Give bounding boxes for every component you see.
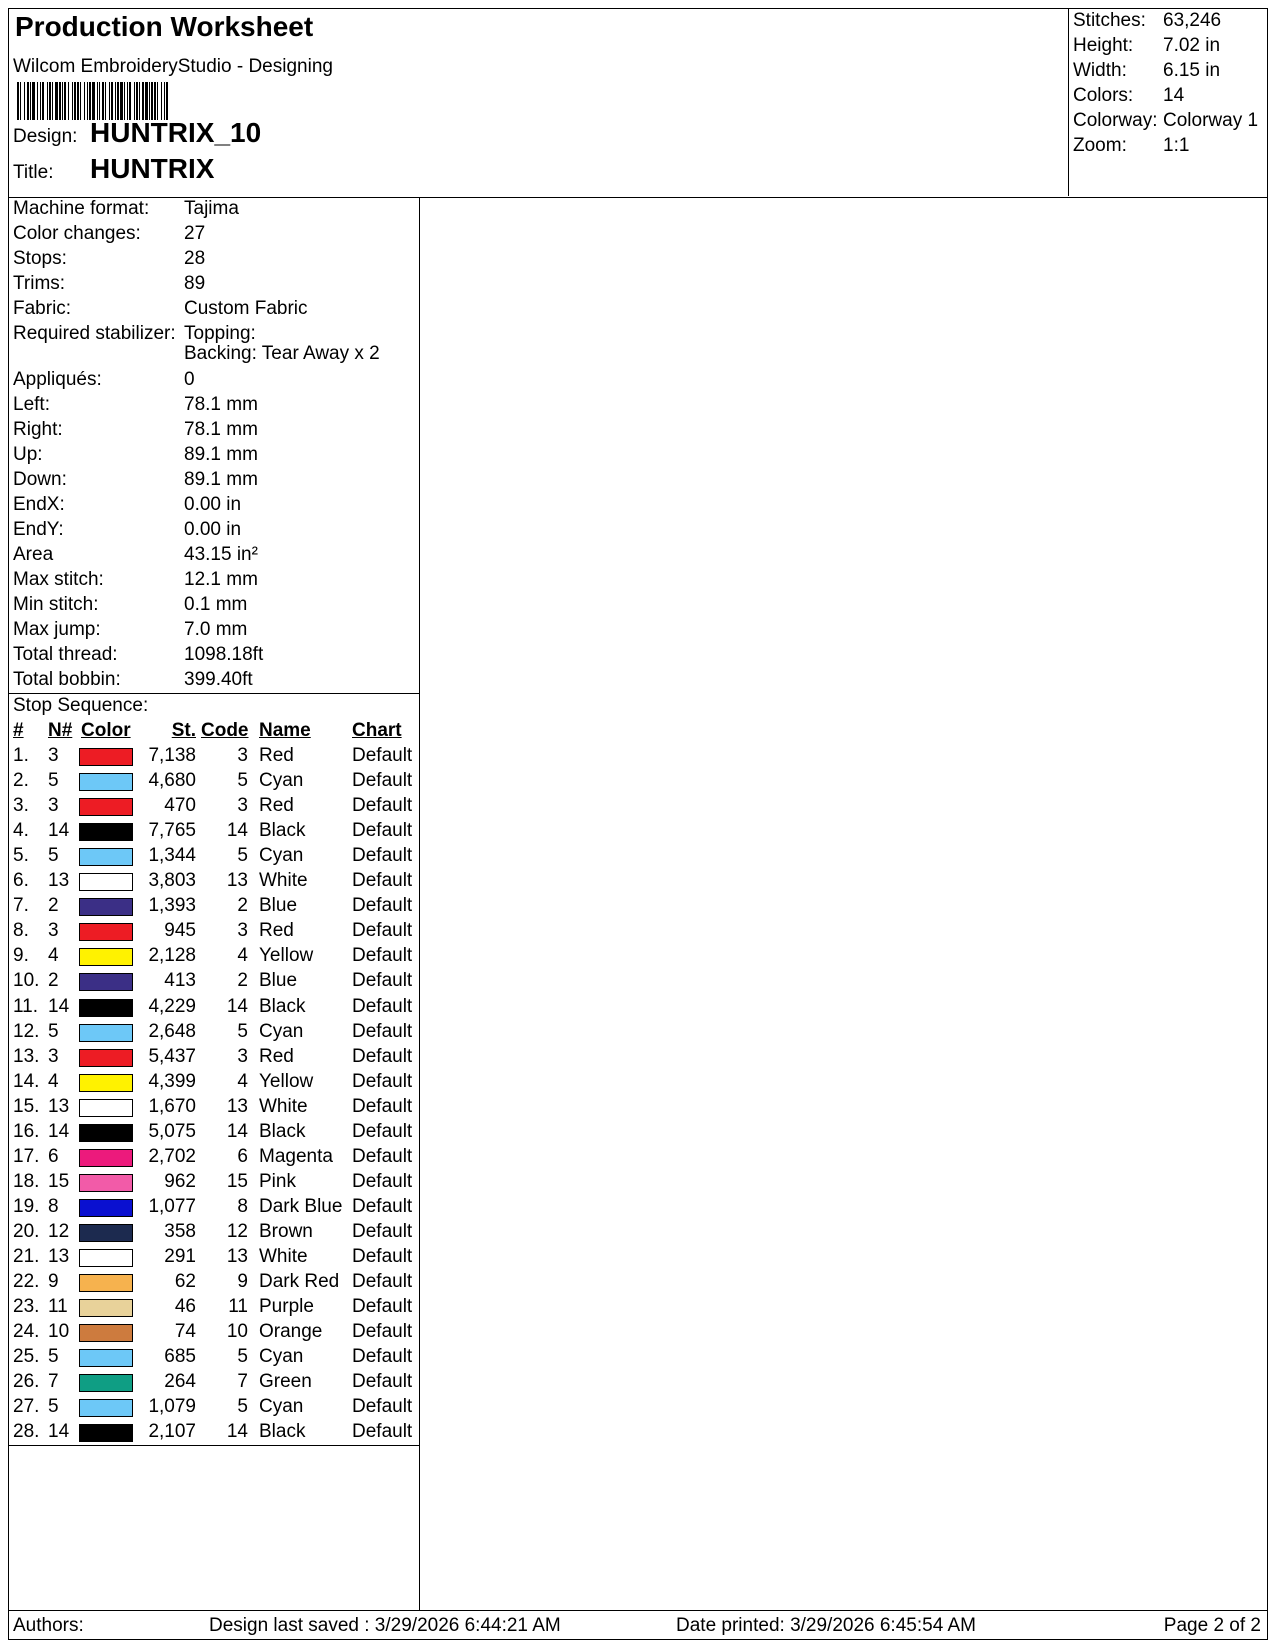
prop-fabric: Fabric: Custom Fabric xyxy=(13,298,308,319)
stop-color-name: Dark Blue xyxy=(259,1195,343,1217)
stop-code: 5 xyxy=(237,770,248,792)
prop-trims: Trims: 89 xyxy=(13,273,206,294)
stop-stitch-count: 2,648 xyxy=(148,1020,196,1042)
stop-index: 19. xyxy=(13,1195,40,1217)
stop-code: 5 xyxy=(237,845,248,867)
stop-code: 4 xyxy=(237,945,248,967)
stop-needle: 5 xyxy=(48,1346,59,1368)
prop-area: Area 43.15 in² xyxy=(13,544,258,565)
stat-width: Width: 6.15 in xyxy=(1073,60,1221,81)
prop-machine-format: Machine format: Tajima xyxy=(13,198,239,219)
stop-index: 20. xyxy=(13,1220,40,1242)
color-swatch xyxy=(79,1224,133,1242)
stop-color-name: Black xyxy=(259,1120,306,1142)
color-swatch xyxy=(79,948,133,966)
stop-needle: 9 xyxy=(48,1271,59,1293)
stop-color-name: Black xyxy=(259,1421,306,1443)
color-swatch xyxy=(79,873,133,891)
stop-chart: Default xyxy=(352,1195,413,1217)
stop-row xyxy=(9,1346,419,1372)
stop-row xyxy=(9,996,419,1022)
stop-code: 10 xyxy=(226,1321,248,1343)
stop-index: 5. xyxy=(13,845,29,867)
stop-needle: 5 xyxy=(48,770,59,792)
stop-color-name: Cyan xyxy=(259,1020,304,1042)
stop-color-name: White xyxy=(259,870,308,892)
stop-color-name: Blue xyxy=(259,895,298,917)
footer-date-printed: Date printed: 3/29/2026 6:45:54 AM xyxy=(676,1615,976,1636)
stop-chart: Default xyxy=(352,1045,413,1067)
prop-required-stabilizer: Required stabilizer: Topping: xyxy=(13,323,256,344)
stop-code: 3 xyxy=(237,1045,248,1067)
software-name: Wilcom EmbroideryStudio - Designing xyxy=(13,56,333,77)
stop-needle: 14 xyxy=(48,820,70,842)
stop-needle: 8 xyxy=(48,1195,59,1217)
stop-stitch-count: 413 xyxy=(164,970,196,992)
stop-chart: Default xyxy=(352,1396,413,1418)
stop-stitch-count: 2,702 xyxy=(148,1145,196,1167)
stop-chart: Default xyxy=(352,1070,413,1092)
color-swatch xyxy=(79,823,133,841)
stop-color-name: Brown xyxy=(259,1220,313,1242)
stop-stitch-count: 5,437 xyxy=(148,1045,196,1067)
stop-color-name: Dark Red xyxy=(259,1271,340,1293)
stop-index: 8. xyxy=(13,920,29,942)
stop-needle: 13 xyxy=(48,1095,70,1117)
stop-chart: Default xyxy=(352,1145,413,1167)
stop-color-name: Blue xyxy=(259,970,298,992)
stop-row xyxy=(9,1221,419,1247)
stop-row xyxy=(9,820,419,846)
prop-total-thread: Total thread: 1098.18ft xyxy=(13,644,264,665)
stop-color-name: White xyxy=(259,1246,308,1267)
stop-color-name: Red xyxy=(259,745,294,766)
stop-index: 28. xyxy=(13,1421,40,1443)
color-swatch xyxy=(79,1099,133,1117)
stop-row xyxy=(9,1071,419,1097)
stop-code: 2 xyxy=(237,895,248,917)
stat-colors: Colors: 14 xyxy=(1073,85,1185,106)
color-swatch xyxy=(79,1124,133,1142)
production-worksheet xyxy=(8,8,1268,1640)
stop-stitch-count: 62 xyxy=(174,1271,196,1293)
stop-code: 3 xyxy=(237,795,248,817)
prop-appliques: Appliqués: 0 xyxy=(13,369,195,390)
stop-index: 23. xyxy=(13,1296,40,1318)
stop-chart: Default xyxy=(352,1321,413,1343)
stat-height: Height: 7.02 in xyxy=(1073,35,1221,56)
stop-chart: Default xyxy=(352,1246,413,1267)
stop-chart: Default xyxy=(352,1220,413,1242)
color-swatch xyxy=(79,1049,133,1067)
stop-chart: Default xyxy=(352,795,413,817)
stop-color-name: Cyan xyxy=(259,770,304,792)
prop-max-stitch: Max stitch: 12.1 mm xyxy=(13,569,258,590)
stop-row xyxy=(9,1421,419,1447)
stop-color-name: Cyan xyxy=(259,1346,304,1368)
stop-index: 6. xyxy=(13,870,29,892)
color-swatch xyxy=(79,1299,133,1317)
stop-code: 5 xyxy=(237,1346,248,1368)
stop-row xyxy=(9,1246,419,1272)
stop-needle: 3 xyxy=(48,920,59,942)
stop-color-name: Cyan xyxy=(259,845,304,867)
design-stats xyxy=(1068,9,1268,196)
stop-code: 3 xyxy=(237,745,248,766)
stop-index: 26. xyxy=(13,1371,40,1393)
stop-index: 1. xyxy=(13,745,29,766)
stop-row xyxy=(9,945,419,971)
stop-row xyxy=(9,895,419,921)
stop-stitch-count: 945 xyxy=(164,920,196,942)
stop-needle: 13 xyxy=(48,870,70,892)
stop-index: 16. xyxy=(13,1120,40,1142)
color-swatch xyxy=(79,1249,133,1267)
header-needle: N# xyxy=(48,720,73,741)
stat-colorway: Colorway: Colorway 1 xyxy=(1073,110,1259,131)
prop-color-changes: Color changes: 27 xyxy=(13,223,206,244)
stop-row xyxy=(9,970,419,996)
stop-color-name: Green xyxy=(259,1371,312,1393)
color-swatch xyxy=(79,898,133,916)
stop-color-name: Pink xyxy=(259,1170,296,1192)
stop-stitch-count: 264 xyxy=(164,1371,196,1393)
stop-chart: Default xyxy=(352,745,413,766)
color-swatch xyxy=(79,798,133,816)
header-code: Code xyxy=(201,720,249,741)
stop-chart: Default xyxy=(352,1371,413,1393)
stop-stitch-count: 7,138 xyxy=(148,745,196,766)
stop-chart: Default xyxy=(352,770,413,792)
page-title: Production Worksheet xyxy=(15,11,314,42)
stop-code: 8 xyxy=(237,1195,248,1217)
stop-stitch-count: 1,344 xyxy=(148,845,196,867)
prop-down: Down: 89.1 mm xyxy=(13,469,258,490)
stop-needle: 2 xyxy=(48,970,59,992)
stop-chart: Default xyxy=(352,845,413,867)
stop-code: 5 xyxy=(237,1396,248,1418)
header-stitches: St. xyxy=(171,720,196,741)
color-swatch xyxy=(79,923,133,941)
stop-needle: 14 xyxy=(48,1421,70,1443)
prop-endy: EndY: 0.00 in xyxy=(13,519,242,540)
stop-row xyxy=(9,1396,419,1422)
stop-index: 13. xyxy=(13,1045,40,1067)
design-details-column: Machine format: Tajima Color changes: 27 Stops: 28 Trims: 89 Fabric: Custom Fabric Required stabilizer: Topping: Backing: Tear Away x 2 Appliqués: 0 Left: 78.1 mm Right: 78.1 mm Up: 89.1 mm Down: 89.1 mm EndX: 0.00 in EndY: 0.00 in Area 43.15 in² Max stitch: 12.1 mm Min stitch: 0.1 mm Max jump: 7.0 mm Total thread: 1098.18ft Total bobbin: 399.40ft Stop Sequence: # N# Color St. Code Name Chart 1. 3 7,138 3 Red Default 2. 5 4,680 5 Cyan Default 3. 3 470 3 Red Default 4. 14 7,765 14 Black Default 5. 5 1,344 5 Cyan Default 6. 13 3,803 13 White Default 7. 2 1,393 2 Blue Default 8. 3 945 3 Red Default 9. 4 2,128 4 Yellow Default 10. 2 413 2 Blue Default 11. 14 4,229 14 Black Default 12. 5 2,648 5 Cyan Default 13. 3 5,437 3 Red Default 14. 4 4,399 4 Yellow Default 15. 13 1,670 13 White Default 16. 14 5,075 14 Black Default 17. 6 2,702 6 Magenta Default 18. 15 962 15 Pink Default 19. 8 1,077 8 Dark Blue Default 20. 12 358 12 Brown Default 21. 13 291 13 White Default 22. 9 62 9 Dark Red Default 23. 11 46 11 Purple Default 24. 10 74 10 Orange Default 25. 5 685 5 Cyan Default 26. 7 264 7 Green Default 27. 5 1,079 5 Cyan Default 28. 14 2,107 14 Black Default xyxy=(9,198,420,1610)
stop-sequence-title: Stop Sequence: xyxy=(13,695,149,716)
stop-color-name: Red xyxy=(259,795,294,817)
worksheet-header xyxy=(9,9,1267,198)
stop-needle: 5 xyxy=(48,1396,59,1418)
color-swatch xyxy=(79,1399,133,1417)
stop-index: 15. xyxy=(13,1095,40,1117)
barcode xyxy=(17,82,272,120)
stop-row xyxy=(9,1196,419,1222)
header-chart: Chart xyxy=(352,720,402,741)
stop-code: 2 xyxy=(237,970,248,992)
stop-stitch-count: 5,075 xyxy=(148,1120,196,1142)
stop-needle: 2 xyxy=(48,895,59,917)
stop-row xyxy=(9,1296,419,1322)
stop-stitch-count: 4,229 xyxy=(148,995,196,1017)
color-swatch xyxy=(79,1149,133,1167)
stop-needle: 12 xyxy=(48,1220,70,1242)
stop-row xyxy=(9,795,419,821)
stop-index: 12. xyxy=(13,1020,40,1042)
stop-index: 4. xyxy=(13,820,29,842)
stop-index: 17. xyxy=(13,1145,40,1167)
stat-zoom: Zoom: 1:1 xyxy=(1073,135,1190,156)
stop-index: 22. xyxy=(13,1271,40,1293)
stop-needle: 4 xyxy=(48,945,59,967)
table-bottom-divider xyxy=(9,1445,419,1446)
stop-needle: 10 xyxy=(48,1321,70,1343)
footer-authors: Authors: xyxy=(13,1615,84,1636)
stop-stitch-count: 470 xyxy=(164,795,196,817)
stop-index: 27. xyxy=(13,1396,40,1418)
stop-chart: Default xyxy=(352,970,413,992)
stop-color-name: Orange xyxy=(259,1321,323,1343)
stop-stitch-count: 7,765 xyxy=(148,820,196,842)
stop-code: 11 xyxy=(228,1296,248,1318)
stop-color-name: Black xyxy=(259,995,306,1017)
stop-row xyxy=(9,1371,419,1397)
stop-index: 2. xyxy=(13,770,29,792)
stop-code: 9 xyxy=(237,1271,248,1293)
stop-index: 21. xyxy=(13,1246,40,1267)
stop-stitch-count: 3,803 xyxy=(148,870,196,892)
stop-color-name: Magenta xyxy=(259,1145,333,1167)
stop-stitch-count: 4,399 xyxy=(148,1070,196,1092)
stop-row xyxy=(9,1146,419,1172)
color-swatch xyxy=(79,1174,133,1192)
design-label: Design: xyxy=(13,126,78,147)
color-swatch xyxy=(79,773,133,791)
stop-code: 14 xyxy=(226,1120,248,1142)
stop-needle: 11 xyxy=(48,1296,68,1318)
design-value: HUNTRIX_10 xyxy=(90,117,262,148)
stop-needle: 7 xyxy=(48,1371,59,1393)
stop-needle: 5 xyxy=(48,1020,59,1042)
stop-stitch-count: 291 xyxy=(164,1246,196,1267)
stop-needle: 4 xyxy=(48,1070,59,1092)
color-swatch xyxy=(79,999,133,1017)
stop-chart: Default xyxy=(352,820,413,842)
stop-stitch-count: 74 xyxy=(174,1321,196,1343)
stop-row xyxy=(9,920,419,946)
stop-index: 10. xyxy=(13,970,40,992)
stop-row xyxy=(9,745,419,771)
color-swatch xyxy=(79,1199,133,1217)
stop-row xyxy=(9,1046,419,1072)
footer-last-saved: Design last saved : 3/29/2026 6:44:21 AM xyxy=(209,1615,561,1636)
stop-code: 14 xyxy=(226,1421,248,1443)
stop-code: 12 xyxy=(226,1220,248,1242)
prop-left: Left: 78.1 mm xyxy=(13,394,258,415)
stop-stitch-count: 685 xyxy=(164,1346,196,1368)
stop-code: 13 xyxy=(226,1246,248,1267)
worksheet-footer xyxy=(9,1610,1267,1641)
stop-stitch-count: 2,107 xyxy=(148,1421,196,1443)
color-swatch xyxy=(79,1274,133,1292)
stop-stitch-count: 1,079 xyxy=(148,1396,196,1418)
color-swatch xyxy=(79,1074,133,1092)
header-name: Name xyxy=(259,720,311,741)
stop-code: 14 xyxy=(226,820,248,842)
stop-chart: Default xyxy=(352,1296,413,1318)
footer-page-number: Page 2 of 2 xyxy=(1163,1615,1261,1636)
prop-min-stitch: Min stitch: 0.1 mm xyxy=(13,594,248,615)
stop-stitch-count: 1,077 xyxy=(148,1195,196,1217)
stop-index: 18. xyxy=(13,1170,40,1192)
prop-up: Up: 89.1 mm xyxy=(13,444,258,465)
color-swatch xyxy=(79,848,133,866)
prop-total-bobbin: Total bobbin: 399.40ft xyxy=(13,669,253,690)
stop-color-name: White xyxy=(259,1095,308,1117)
stop-color-name: Red xyxy=(259,1045,294,1067)
stop-stitch-count: 46 xyxy=(174,1296,196,1318)
color-swatch xyxy=(79,1424,133,1442)
stop-chart: Default xyxy=(352,1120,413,1142)
barcode-bar xyxy=(168,82,170,120)
prop-max-jump: Max jump: 7.0 mm xyxy=(13,619,248,640)
stop-row xyxy=(9,1171,419,1197)
stop-chart: Default xyxy=(352,870,413,892)
prop-stops: Stops: 28 xyxy=(13,248,206,269)
stop-needle: 15 xyxy=(48,1170,70,1192)
stop-stitch-count: 1,670 xyxy=(148,1095,196,1117)
stop-index: 3. xyxy=(13,795,29,817)
stop-needle: 5 xyxy=(48,845,59,867)
stop-code: 5 xyxy=(237,1020,248,1042)
stop-color-name: Yellow xyxy=(259,1070,314,1092)
stop-color-name: Purple xyxy=(259,1296,314,1318)
stop-row xyxy=(9,1021,419,1047)
stop-chart: Default xyxy=(352,1020,413,1042)
stop-chart: Default xyxy=(352,1271,413,1293)
stop-code: 6 xyxy=(237,1145,248,1167)
color-swatch xyxy=(79,748,133,766)
stop-index: 25. xyxy=(13,1346,40,1368)
stop-stitch-count: 358 xyxy=(164,1220,196,1242)
stop-index: 14. xyxy=(13,1070,40,1092)
stop-needle: 6 xyxy=(48,1145,59,1167)
stop-code: 4 xyxy=(237,1070,248,1092)
stop-row xyxy=(9,770,419,796)
stop-chart: Default xyxy=(352,1170,413,1192)
header-index: # xyxy=(13,720,24,741)
stop-color-name: Red xyxy=(259,920,294,942)
stop-chart: Default xyxy=(352,895,413,917)
stop-needle: 14 xyxy=(48,995,70,1017)
color-swatch xyxy=(79,1374,133,1392)
stop-color-name: Black xyxy=(259,820,306,842)
stop-index: 11. xyxy=(13,995,39,1017)
title-label: Title: xyxy=(13,162,54,183)
stop-chart: Default xyxy=(352,995,413,1017)
stop-row xyxy=(9,1096,419,1122)
stop-stitch-count: 2,128 xyxy=(148,945,196,967)
stop-index: 7. xyxy=(13,895,29,917)
stop-row xyxy=(9,845,419,871)
color-swatch xyxy=(79,1024,133,1042)
stop-color-name: Yellow xyxy=(259,945,314,967)
stop-index: 9. xyxy=(13,945,29,967)
color-swatch xyxy=(79,973,133,991)
stop-code: 3 xyxy=(237,920,248,942)
section-divider xyxy=(9,693,419,694)
color-swatch xyxy=(79,1324,133,1342)
stop-needle: 14 xyxy=(48,1120,70,1142)
stop-needle: 3 xyxy=(48,1045,59,1067)
stop-chart: Default xyxy=(352,1346,413,1368)
header-color: Color xyxy=(81,720,131,741)
stop-chart: Default xyxy=(352,945,413,967)
title-value: HUNTRIX xyxy=(90,153,215,184)
color-swatch xyxy=(79,1349,133,1367)
prop-endx: EndX: 0.00 in xyxy=(13,494,242,515)
stop-chart: Default xyxy=(352,1421,413,1443)
prop-right: Right: 78.1 mm xyxy=(13,419,258,440)
stop-needle: 3 xyxy=(48,795,59,817)
stat-stitches: Stitches: 63,246 xyxy=(1073,10,1222,31)
stop-needle: 3 xyxy=(48,745,59,766)
stop-row xyxy=(9,1321,419,1347)
stop-index: 24. xyxy=(13,1321,40,1343)
stop-chart: Default xyxy=(352,1095,413,1117)
stop-chart: Default xyxy=(352,920,413,942)
stop-needle: 13 xyxy=(48,1246,70,1267)
stop-code: 13 xyxy=(226,1095,248,1117)
stop-code: 15 xyxy=(226,1170,248,1192)
stop-row xyxy=(9,1271,419,1297)
stop-row xyxy=(9,870,419,896)
stop-code: 14 xyxy=(226,995,248,1017)
stop-code: 7 xyxy=(237,1371,248,1393)
stop-stitch-count: 1,393 xyxy=(148,895,196,917)
stop-color-name: Cyan xyxy=(259,1396,304,1418)
stop-stitch-count: 962 xyxy=(164,1170,196,1192)
stop-stitch-count: 4,680 xyxy=(148,770,196,792)
stop-code: 13 xyxy=(226,870,248,892)
stop-row xyxy=(9,1121,419,1147)
